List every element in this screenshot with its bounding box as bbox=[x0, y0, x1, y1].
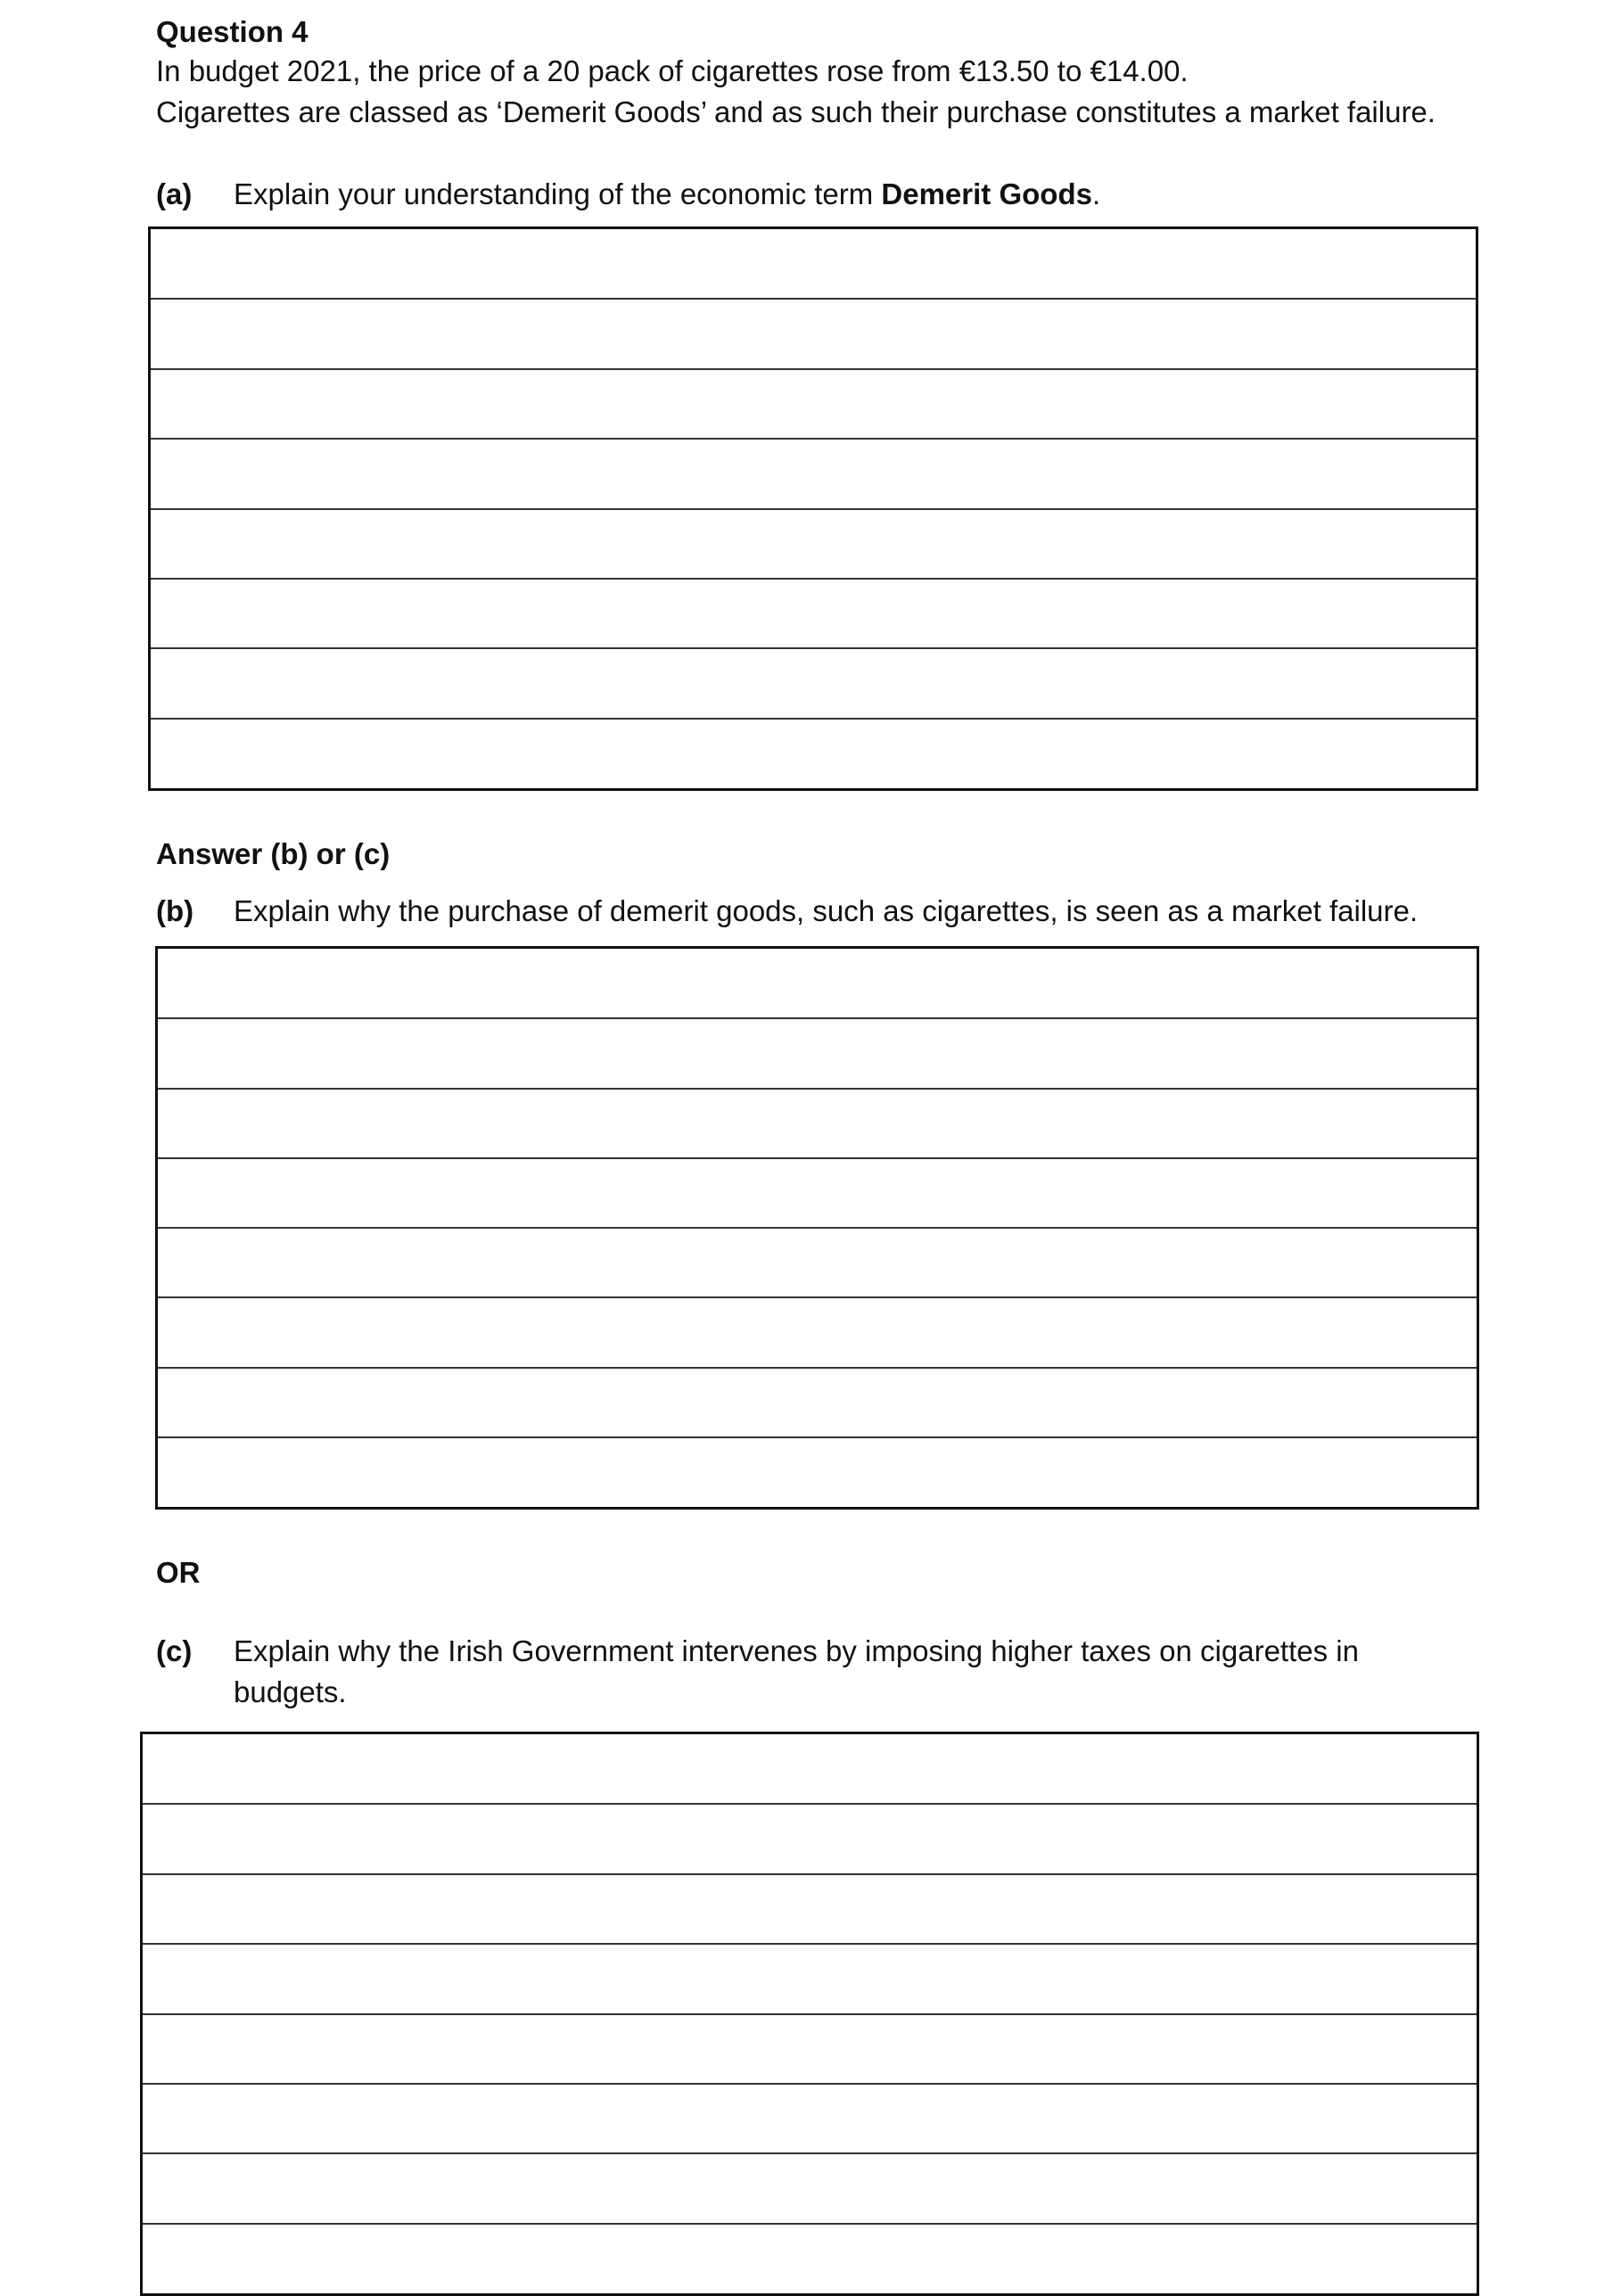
answer-line bbox=[143, 2013, 1477, 2015]
part-a-label: (a) bbox=[156, 177, 193, 210]
part-c-question-line-1: Explain why the Irish Government intervenes by imposing higher taxes on cigarettes in bbox=[234, 1634, 1359, 1667]
answer-box-c[interactable] bbox=[140, 1732, 1479, 2296]
answer-line bbox=[151, 438, 1476, 440]
answer-line bbox=[151, 298, 1476, 300]
answer-line bbox=[158, 1436, 1477, 1438]
choice-instruction: Answer (b) or (c) bbox=[156, 837, 391, 870]
answer-line bbox=[158, 1017, 1477, 1019]
answer-line bbox=[158, 1227, 1477, 1229]
part-c-label: (c) bbox=[156, 1634, 193, 1667]
question-title: Question 4 bbox=[156, 15, 309, 48]
answer-line bbox=[143, 2223, 1477, 2225]
answer-line bbox=[158, 1157, 1477, 1159]
answer-line bbox=[151, 508, 1476, 510]
answer-line bbox=[143, 1943, 1477, 1945]
part-b-label: (b) bbox=[156, 894, 194, 927]
part-a-term: Demerit Goods bbox=[881, 177, 1092, 210]
answer-line bbox=[158, 1296, 1477, 1298]
part-a-period: . bbox=[1091, 177, 1101, 210]
question-intro-line-1: In budget 2021, the price of a 20 pack of cigarettes rose from €13.50 to €14.00. bbox=[156, 54, 1189, 87]
part-b-question: Explain why the purchase of demerit goods, such as cigarettes, is seen as a market failure. bbox=[234, 894, 1419, 927]
answer-line bbox=[143, 2083, 1477, 2085]
answer-line bbox=[151, 718, 1476, 720]
answer-line bbox=[143, 1873, 1477, 1875]
answer-line bbox=[158, 1367, 1477, 1369]
answer-line bbox=[143, 2152, 1477, 2154]
part-a-question bbox=[234, 175, 1100, 214]
answer-line bbox=[151, 368, 1476, 370]
question-intro-line-2: Cigarettes are classed as ‘Demerit Goods’ and as such their purchase constitutes a market failure. bbox=[156, 95, 1436, 128]
answer-line bbox=[151, 578, 1476, 580]
answer-line bbox=[158, 1088, 1477, 1090]
part-c-question-line-2: budgets. bbox=[234, 1675, 347, 1708]
answer-line bbox=[151, 647, 1476, 649]
part-a-text: Explain your understanding of the economic term bbox=[234, 177, 882, 210]
answer-box-a[interactable] bbox=[148, 226, 1478, 791]
or-label: OR bbox=[156, 1556, 201, 1589]
answer-box-b[interactable] bbox=[155, 946, 1479, 1510]
answer-line bbox=[143, 1803, 1477, 1805]
